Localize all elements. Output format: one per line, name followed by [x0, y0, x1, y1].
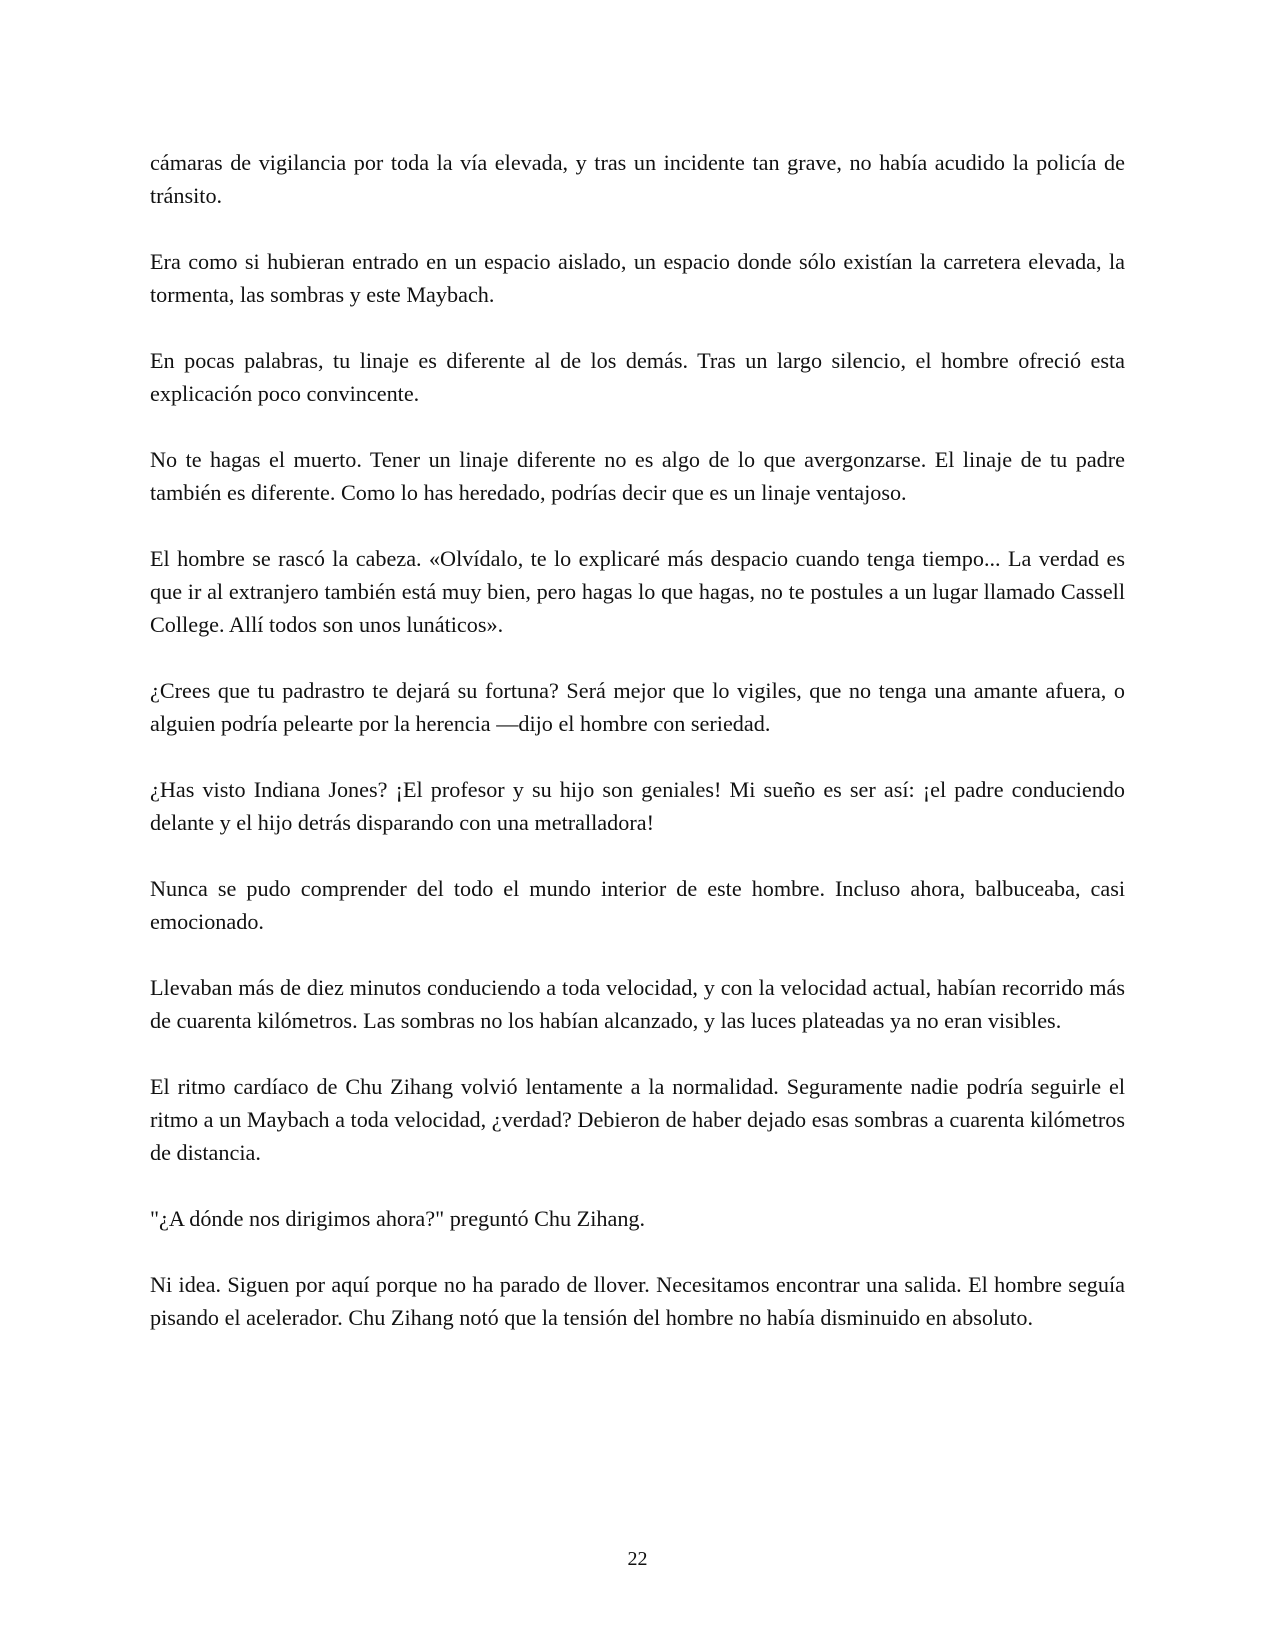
page-number: 22 [627, 1548, 648, 1570]
paragraph: En pocas palabras, tu linaje es diferente al de los demás. Tras un largo silencio, el hombre ofreció esta explicación poco convincente. [150, 348, 1125, 406]
paragraph: "¿A dónde nos dirigimos ahora?" preguntó Chu Zihang. [150, 1206, 646, 1231]
paragraph: Nunca se pudo comprender del todo el mundo interior de este hombre. Incluso ahora, balbuceaba, casi emocionado. [150, 876, 1125, 934]
paragraph: El ritmo cardíaco de Chu Zihang volvió lentamente a la normalidad. Seguramente nadie podría seguirle el ritmo a un Maybach a toda velocidad, ¿verdad? Debieron de haber dejado esas sombras a cuarenta kilómetros de distancia. [150, 1074, 1125, 1165]
paragraph: No te hagas el muerto. Tener un linaje diferente no es algo de lo que avergonzarse. El linaje de tu padre también es diferente. Como lo has heredado, podrías decir que es un linaje ventajoso. [150, 447, 1125, 505]
paragraph: cámaras de vigilancia por toda la vía elevada, y tras un incidente tan grave, no había acudido la policía de tránsito. [150, 150, 1125, 208]
page-body [150, 146, 1125, 1367]
paragraph: El hombre se rascó la cabeza. «Olvídalo, te lo explicaré más despacio cuando tenga tiempo... La verdad es que ir al extranjero también está muy bien, pero hagas lo que hagas, no te postules a un lugar llamado Cassell College. Allí todos son unos lunáticos». [150, 546, 1125, 637]
paragraph: Era como si hubieran entrado en un espacio aislado, un espacio donde sólo existían la carretera elevada, la tormenta, las sombras y este Maybach. [150, 249, 1125, 307]
paragraph: Llevaban más de diez minutos conduciendo a toda velocidad, y con la velocidad actual, habían recorrido más de cuarenta kilómetros. Las sombras no los habían alcanzado, y las luces plateadas ya no eran visibles. [150, 975, 1125, 1033]
paragraph: Ni idea. Siguen por aquí porque no ha parado de llover. Necesitamos encontrar una salida. El hombre seguía pisando el acelerador. Chu Zihang notó que la tensión del hombre no había disminuido en absoluto. [150, 1272, 1125, 1330]
paragraph: ¿Has visto Indiana Jones? ¡El profesor y su hijo son geniales! Mi sueño es ser así: ¡el padre conduciendo delante y el hijo detrás disparando con una metralladora! [150, 777, 1125, 835]
paragraph: ¿Crees que tu padrastro te dejará su fortuna? Será mejor que lo vigiles, que no tenga una amante afuera, o alguien podría pelearte por la herencia —dijo el hombre con seriedad. [150, 678, 1125, 736]
